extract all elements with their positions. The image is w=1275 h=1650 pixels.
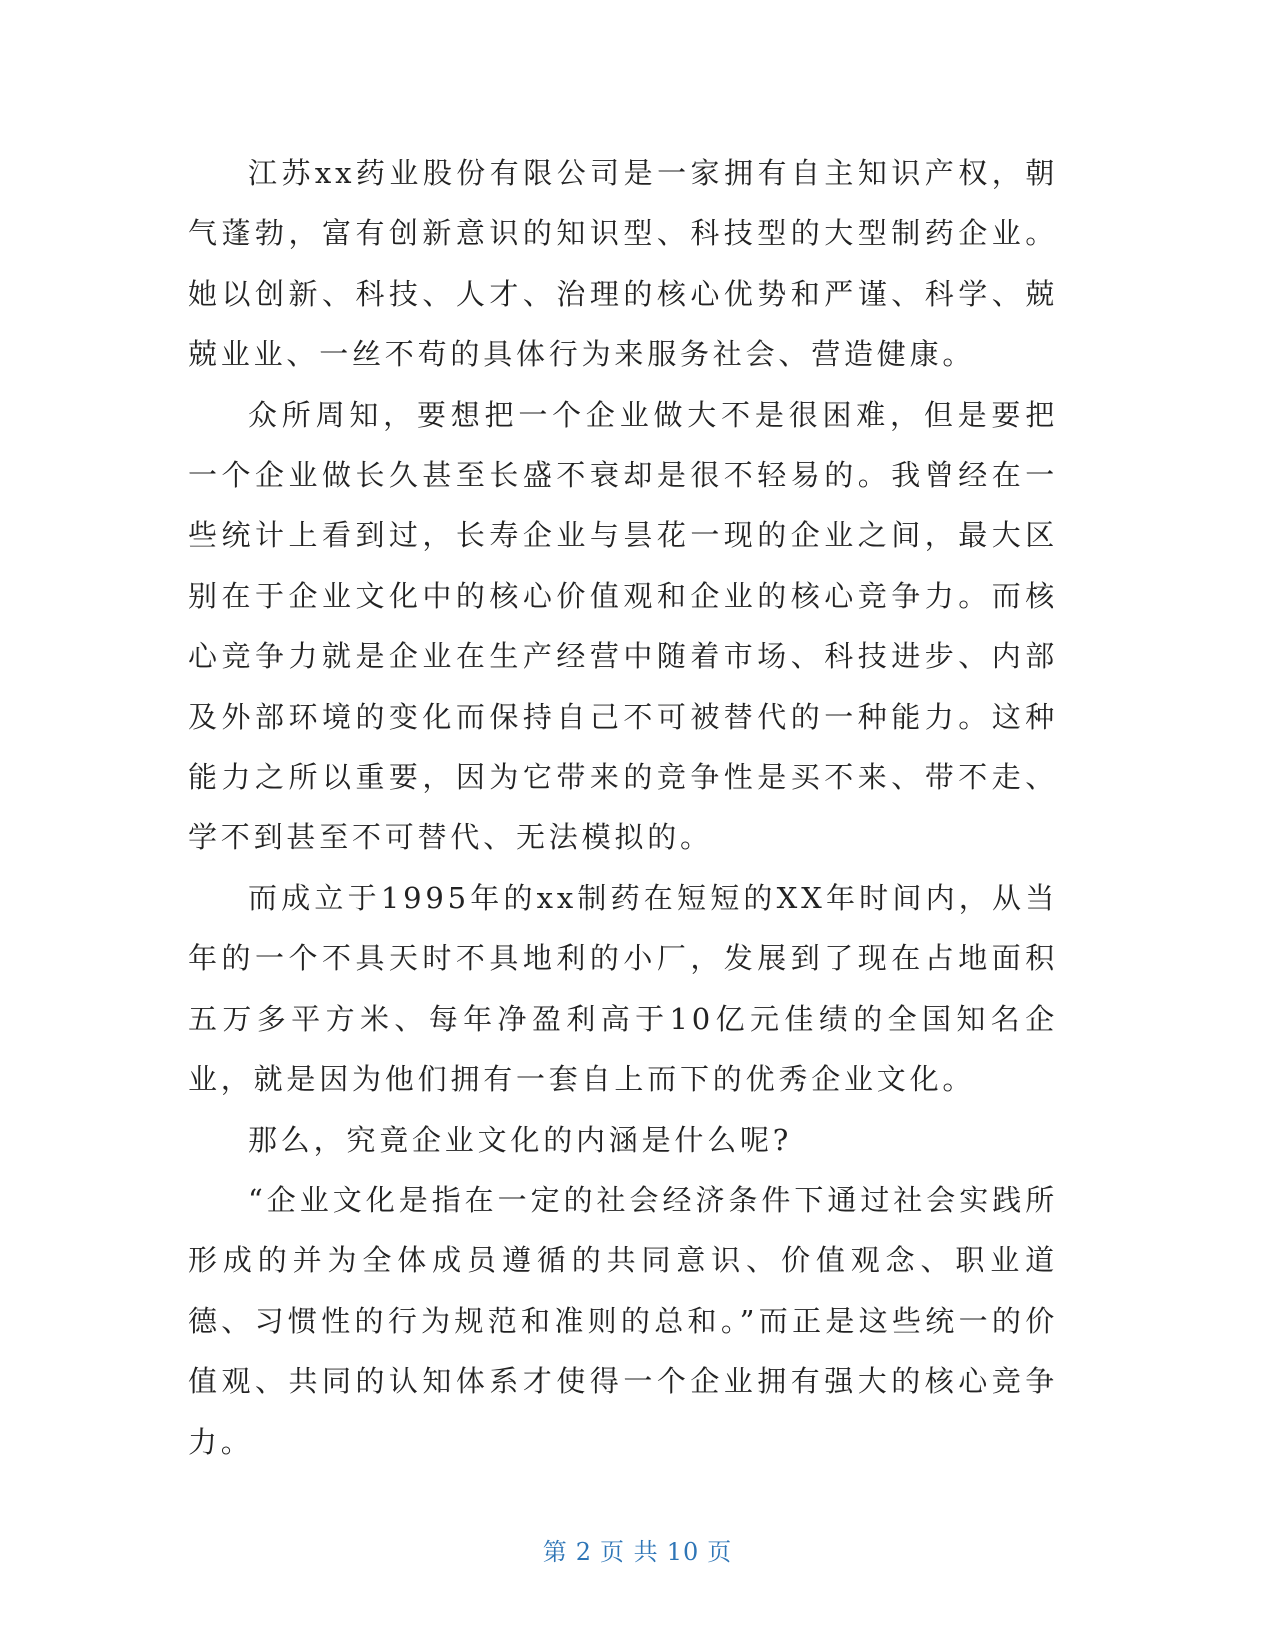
paragraph-core-competitiveness: 众所周知，要想把一个企业做大不是很困难，但是要把一个企业做长久甚至长盛不衰却是很不轻易的。我曾经在一些统计上看到过，长寿企业与昙花一现的企业之间，最大区别在于企业文化中的核心价值观和企业的核心竞争力。而核心竞争力就是企业在生产经营中随着市场、科技进步、内部及外部环境的变化而保持自己不可被替代的一种能力。这种能力之所以重要，因为它带来的竞争性是买不来、带不走、学不到甚至不可替代、无法模拟的。 xyxy=(188,397,1058,855)
document-body xyxy=(188,143,1058,1472)
paragraph-company-history: 而成立于1995年的xx制药在短短的XX年时间内，从当年的一个不具天时不具地利的小厂，发展到了现在占地面积五万多平方米、每年净盈利高于10亿元佳绩的全国知名企业，就是因为他们拥有一套自上而下的优秀企业文化。 xyxy=(188,880,1058,1097)
paragraph-company-intro: 江苏xx药业股份有限公司是一家拥有自主知识产权，朝气蓬勃，富有创新意识的知识型、科技型的大型制药企业。她以创新、科技、人才、治理的核心优势和严谨、科学、兢兢业业、一丝不苟的具体行为来服务社会、营造健康。 xyxy=(188,156,1058,372)
footer-current-page: 2 xyxy=(575,1538,593,1566)
footer-total-pages: 10 xyxy=(666,1538,700,1566)
footer-prefix: 第 xyxy=(542,1538,568,1566)
footer-suffix: 页 xyxy=(707,1538,733,1566)
paragraph-question: 那么，究竟企业文化的内涵是什么呢? xyxy=(248,1122,793,1157)
page-number-footer xyxy=(0,1532,1275,1567)
paragraph-culture-definition: “企业文化是指在一定的社会经济条件下通过社会实践所形成的并为全体成员遵循的共同意识、价值观念、职业道德、习惯性的行为规范和准则的总和。”而正是这些统一的价值观、共同的认知体系才使得一个企业拥有强大的核心竞争力。 xyxy=(188,1182,1058,1459)
footer-middle: 页 共 xyxy=(600,1538,659,1566)
